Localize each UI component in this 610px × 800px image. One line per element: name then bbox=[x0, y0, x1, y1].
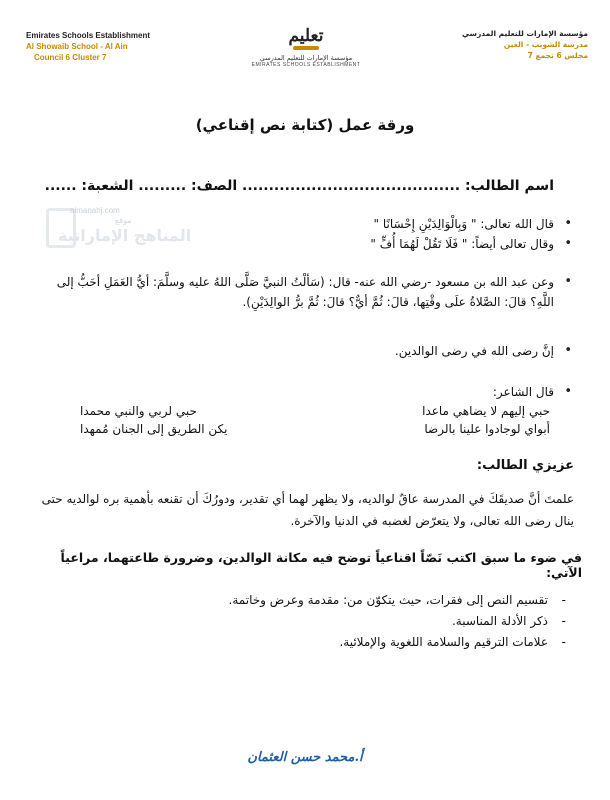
dear-student-heading: عزيزي الطالب: bbox=[476, 458, 574, 473]
requirement-2: - ذكر الأدلة المناسبة. bbox=[50, 611, 570, 632]
teacher-signature: أ.محمد حسن العثمان bbox=[247, 750, 363, 765]
requirement-3: - علامات الترقيم والسلامة اللغوية والإملائية. bbox=[50, 632, 570, 653]
student-info-line: اسم الطالب: ......................................... الصف: ......... الشعبة: ...... bbox=[44, 178, 554, 194]
header-left-line-2: Al Showaib School - Al Ain bbox=[26, 42, 128, 51]
hadith-text: • وعن عبد الله بن مسعود -رضي الله عنه- قال: (سَألْتُ النبيَّ صَلَّى اللهُ عليه وسلَّمَ: أيُّ العَمَلِ أحَبُّ إلى اللَّهِ؟ قالَ: الصَّلاةُ علَى وقْتِها، قالَ: ثُمَّ أيٌّ؟ قالَ: ثُمَّ برُّ الوالِدَيْنِ). bbox=[34, 272, 574, 312]
quotes-list bbox=[34, 215, 574, 253]
logo-arabic-text: مؤسسة الإمارات للتعليم المدرسي bbox=[259, 54, 353, 62]
quote-1: • قال الله تعالى: " وَبِالْوَالِدَيْنِ إِحْسَانًا " bbox=[34, 215, 574, 233]
header-left-line-3: Council 6 Cluster 7 bbox=[34, 53, 107, 62]
statement-list bbox=[34, 342, 574, 360]
poem bbox=[80, 402, 550, 438]
task-instruction: في ضوء ما سبق اكتب نَصّاً اقناعياً توضح فيه مكانة الوالدين، وضرورة طاعتهما، مراعياً الآتي: bbox=[60, 550, 582, 580]
watermark-big-text: المناهج الإماراتية bbox=[58, 226, 192, 245]
header-right-line-3: مجلس 6 تجمع 7 bbox=[527, 51, 588, 60]
poem-verse-1-part-a: حبي إليهم لا يضاهي ماعدا bbox=[422, 404, 550, 418]
hadith-list bbox=[34, 272, 574, 312]
poem-verse-2-part-b: يكن الطريق إلى الجنان مُمهدا bbox=[80, 422, 228, 436]
logo-english-text: EMIRATES SCHOOLS ESTABLISHMENT bbox=[251, 62, 361, 68]
header-right-line-2: مدرسة الشويب - العين bbox=[503, 40, 588, 49]
requirement-1: - تقسيم النص إلى فقرات، حيث يتكوّن من: مقدمة وعرض وخاتمة. bbox=[50, 590, 570, 611]
quote-2: • وقال تعالى أيضاً: " فَلَا تَقُلْ لَهُمَا أُفٍّ " bbox=[34, 235, 574, 253]
poem-verse-2-part-a: أبواي لوجادوا علينا بالرضا bbox=[424, 422, 550, 436]
header-right bbox=[418, 28, 588, 61]
header-left-line-1: Emirates Schools Establishment bbox=[26, 31, 151, 40]
logo-mark: تعليم bbox=[246, 24, 366, 48]
header-right-line-1: مؤسسة الإمارات للتعليم المدرسي bbox=[462, 29, 588, 38]
ese-logo bbox=[246, 24, 366, 68]
poem-verse-1-part-b: حبي لربي والنبي محمدا bbox=[80, 404, 197, 418]
poet-intro: • قال الشاعر: bbox=[34, 383, 574, 401]
scenario-paragraph: علمتَ أنَّ صديقَكَ في المدرسة عاقٌ لوالديه، ولا يظهر لهما أي تقدير، ودورُكَ أن تقنعه بأهمية بره لوالديه حتى ينال رضى الله تعالى، ولا يتعرّض لغضبه في الدنيا والآخرة. bbox=[41, 492, 574, 528]
statement-text: • إنَّ رضى الله في رضى الوالدين. bbox=[34, 342, 574, 360]
requirements-list bbox=[50, 590, 570, 653]
worksheet-title: ورقة عمل (كتابة نص إقناعي) bbox=[195, 116, 415, 134]
poem-verse-2 bbox=[80, 420, 550, 438]
header-left bbox=[26, 30, 196, 63]
watermark-url: almanahj.com bbox=[70, 206, 120, 215]
poem-verse-1 bbox=[80, 402, 550, 420]
watermark-small-text: موقع bbox=[115, 216, 132, 225]
poet-list bbox=[34, 383, 574, 401]
